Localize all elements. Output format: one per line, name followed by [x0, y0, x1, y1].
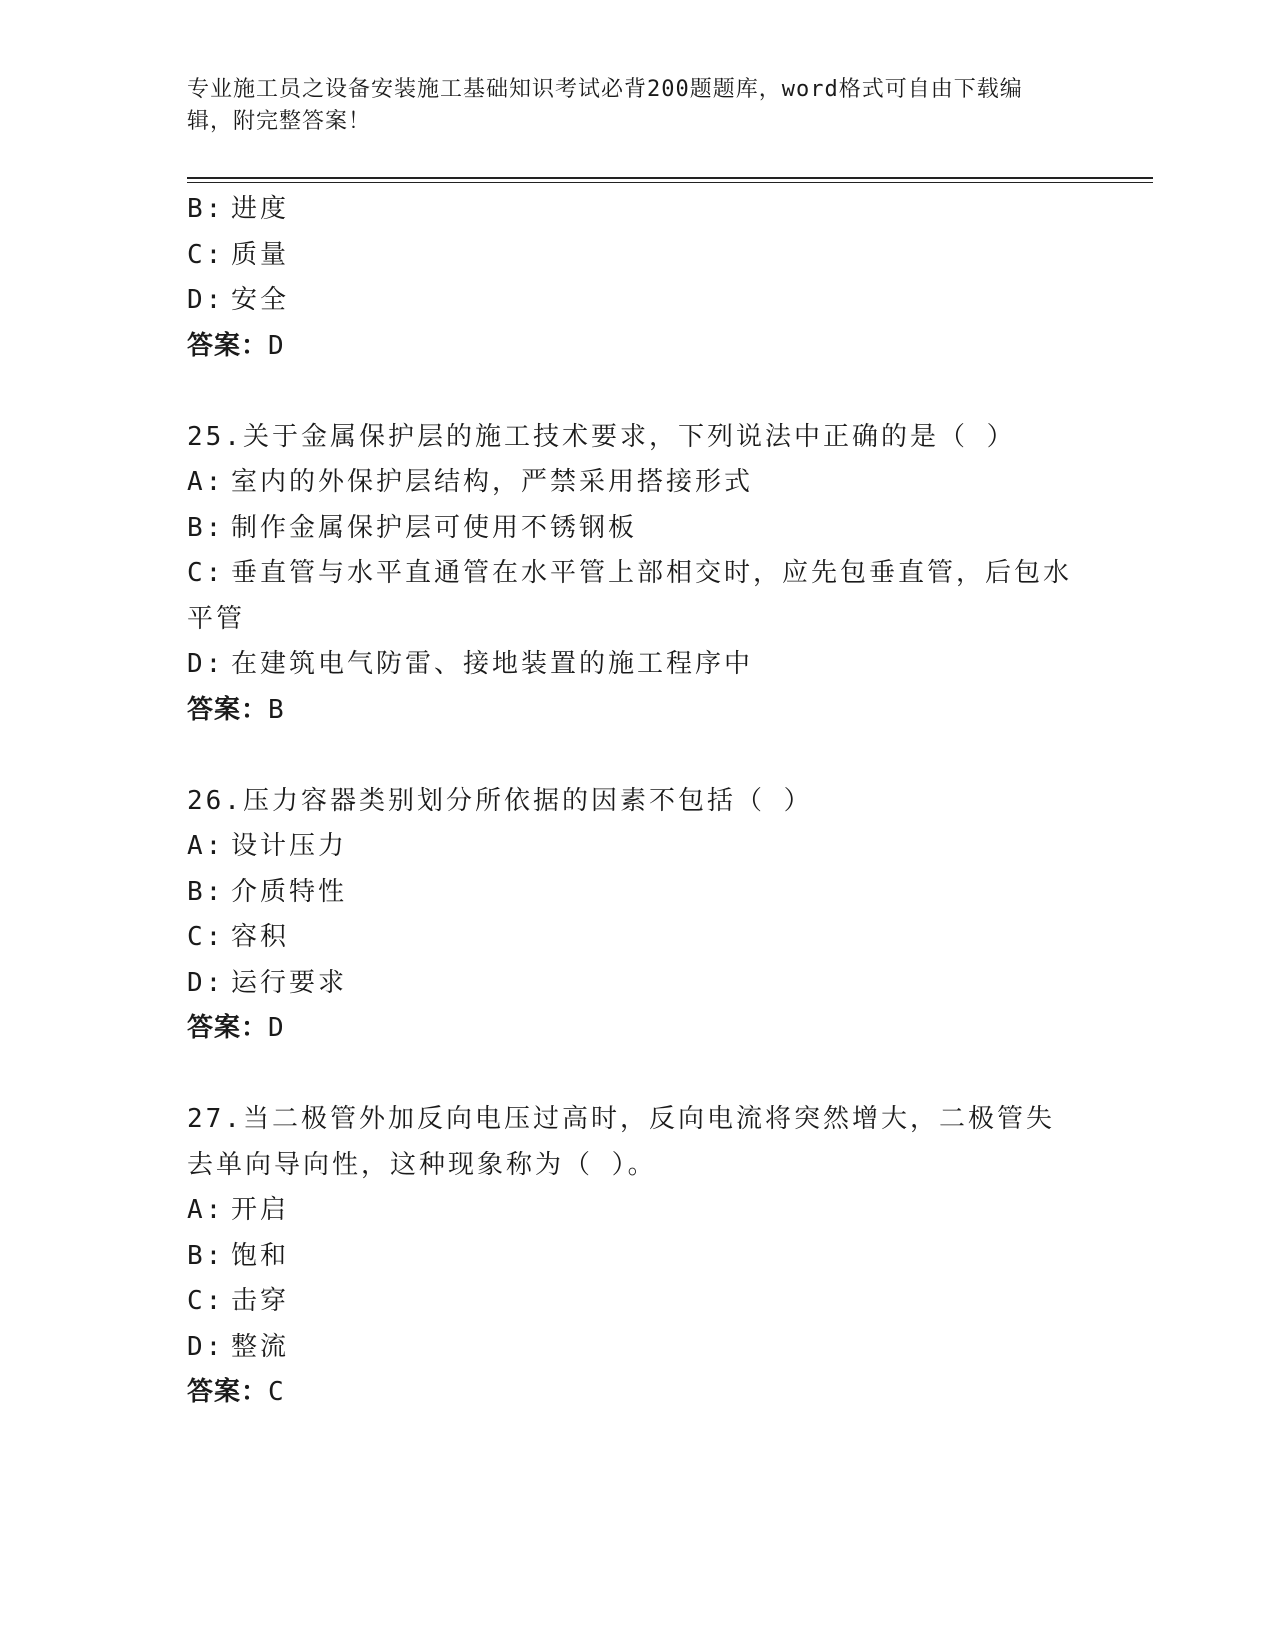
- option-a: [187, 824, 1077, 870]
- option-text: 进度: [231, 194, 290, 224]
- option-text: 介质特性: [231, 876, 348, 907]
- option-d: [187, 1325, 1077, 1371]
- answer-line: [187, 1006, 1077, 1052]
- option-a: [187, 1188, 1077, 1234]
- question-stem: 27.当二极管外加反向电压过高时，反向电流将突然增大，二极管失去单向导向性，这种现象称为（ ）。: [187, 1104, 1055, 1180]
- option-text: 安全: [231, 285, 290, 315]
- option-text: 容积: [231, 922, 290, 952]
- option-text: 制作金属保护层可使用不锈钢板: [231, 512, 638, 543]
- option-text: 设计压力: [231, 831, 348, 861]
- option-label: B:: [187, 194, 225, 224]
- option-text: 开启: [231, 1195, 290, 1225]
- option-b: [187, 187, 1077, 233]
- option-label: A:: [187, 1195, 225, 1225]
- option-label: C:: [187, 1286, 225, 1316]
- option-label: A:: [187, 831, 225, 861]
- option-label: C:: [187, 239, 225, 270]
- question-27: [187, 1097, 1077, 1416]
- option-text: 在建筑电气防雷、接地装置的施工程序中: [231, 649, 754, 679]
- option-text: 击穿: [231, 1286, 290, 1316]
- answer-value: B: [268, 694, 284, 725]
- document-header-title: 专业施工员之设备安装施工基础知识考试必背200题题库，word格式可自由下载编辑，附完整答案！: [187, 77, 1023, 134]
- answer-line: [187, 324, 1077, 370]
- option-a: [187, 460, 1077, 506]
- option-label: D:: [187, 285, 225, 315]
- answer-value: D: [268, 330, 284, 361]
- option-label: D:: [187, 967, 225, 998]
- option-label: D:: [187, 649, 225, 679]
- option-label: D:: [187, 1331, 225, 1362]
- question-25: [187, 415, 1077, 734]
- header-divider-thin: [187, 182, 1153, 183]
- option-label: C:: [187, 558, 225, 588]
- option-c: [187, 551, 1077, 642]
- answer-line: [187, 688, 1077, 734]
- option-d: [187, 278, 1077, 324]
- answer-value: D: [268, 1013, 284, 1043]
- answer-line: [187, 1370, 1077, 1416]
- option-text: 垂直管与水平直通管在水平管上部相交时，应先包垂直管，后包水平管: [187, 558, 1073, 634]
- answer-label: 答案：: [187, 1013, 269, 1043]
- answer-label: 答案：: [187, 330, 269, 361]
- option-label: C:: [187, 922, 225, 952]
- option-d: [187, 961, 1077, 1007]
- option-text: 饱和: [231, 1240, 290, 1271]
- option-c: [187, 915, 1077, 961]
- option-text: 室内的外保护层结构，严禁采用搭接形式: [231, 467, 754, 497]
- option-b: [187, 1234, 1077, 1280]
- option-label: A:: [187, 467, 225, 497]
- answer-label: 答案：: [187, 1377, 269, 1407]
- option-c: [187, 1279, 1077, 1325]
- option-text: 整流: [231, 1331, 290, 1362]
- option-b: [187, 870, 1077, 916]
- question-stem: 26.压力容器类别划分所依据的因素不包括（ ）: [187, 785, 813, 816]
- question-continued: [187, 187, 1077, 369]
- answer-label: 答案：: [187, 694, 269, 725]
- option-label: B:: [187, 1240, 225, 1271]
- answer-value: C: [268, 1377, 284, 1407]
- header-divider-thick: [187, 177, 1153, 179]
- option-text: 运行要求: [231, 967, 348, 998]
- option-label: B:: [187, 876, 225, 907]
- question-list: [187, 187, 1077, 1461]
- question-26: [187, 779, 1077, 1052]
- option-label: B:: [187, 512, 225, 543]
- option-text: 质量: [231, 239, 290, 270]
- option-d: [187, 642, 1077, 688]
- option-b: [187, 506, 1077, 552]
- option-c: [187, 233, 1077, 279]
- question-stem: 25.关于金属保护层的施工技术要求，下列说法中正确的是（ ）: [187, 421, 1016, 452]
